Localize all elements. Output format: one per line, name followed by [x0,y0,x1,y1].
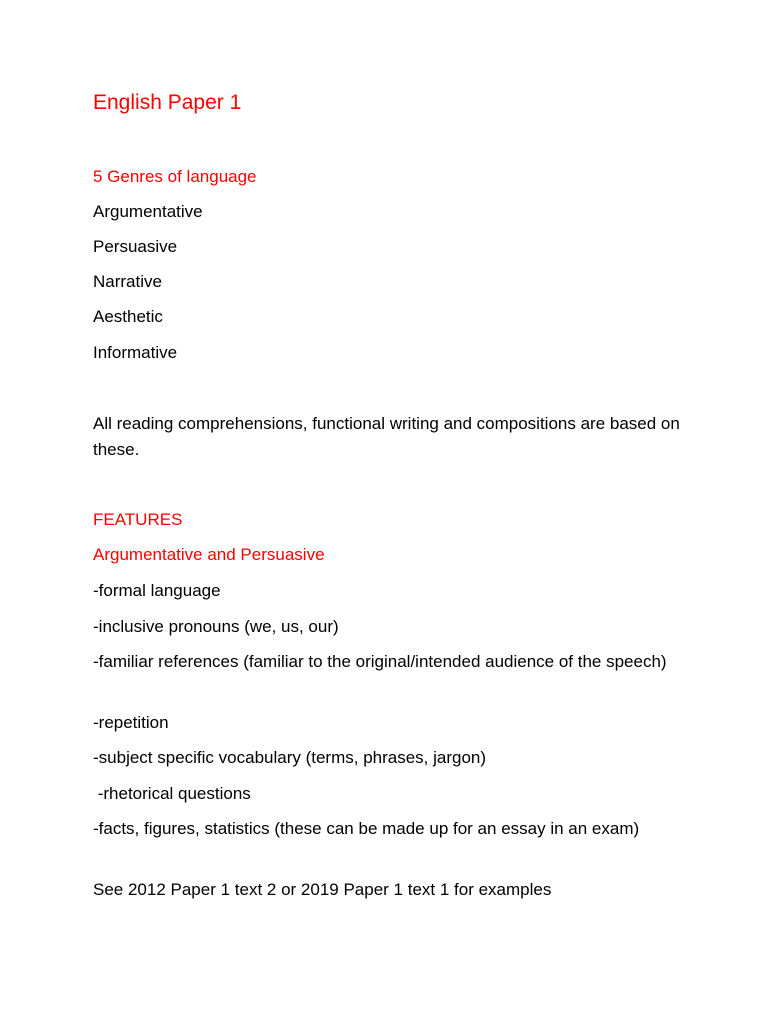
features-subheading: Argumentative and Persuasive [93,545,325,564]
feature-item: -facts, figures, statistics (these can be made up for an essay in an exam) [93,819,640,838]
feature-item: -subject specific vocabulary (terms, phrases, jargon) [93,748,487,767]
examples-note: See 2012 Paper 1 text 2 or 2019 Paper 1 text 1 for examples [93,880,552,899]
feature-item: -formal language [93,581,221,600]
genre-item: Persuasive [93,237,178,256]
feature-item: -familiar references (familiar to the original/intended audience of the speech) [93,652,667,671]
document-title: English Paper 1 [93,91,242,114]
genres-heading: 5 Genres of language [93,167,257,186]
genre-item: Informative [93,343,178,362]
feature-item: -repetition [93,713,169,732]
feature-item: -inclusive pronouns (we, us, our) [93,617,339,636]
genre-item: Narrative [93,272,162,291]
feature-item: -rhetorical questions [93,784,251,803]
genre-item: Argumentative [93,202,203,221]
features-heading: FEATURES [93,510,183,529]
genres-note: All reading comprehensions, functional writing and compositions are based on these. [93,414,680,459]
genre-item: Aesthetic [93,307,163,326]
